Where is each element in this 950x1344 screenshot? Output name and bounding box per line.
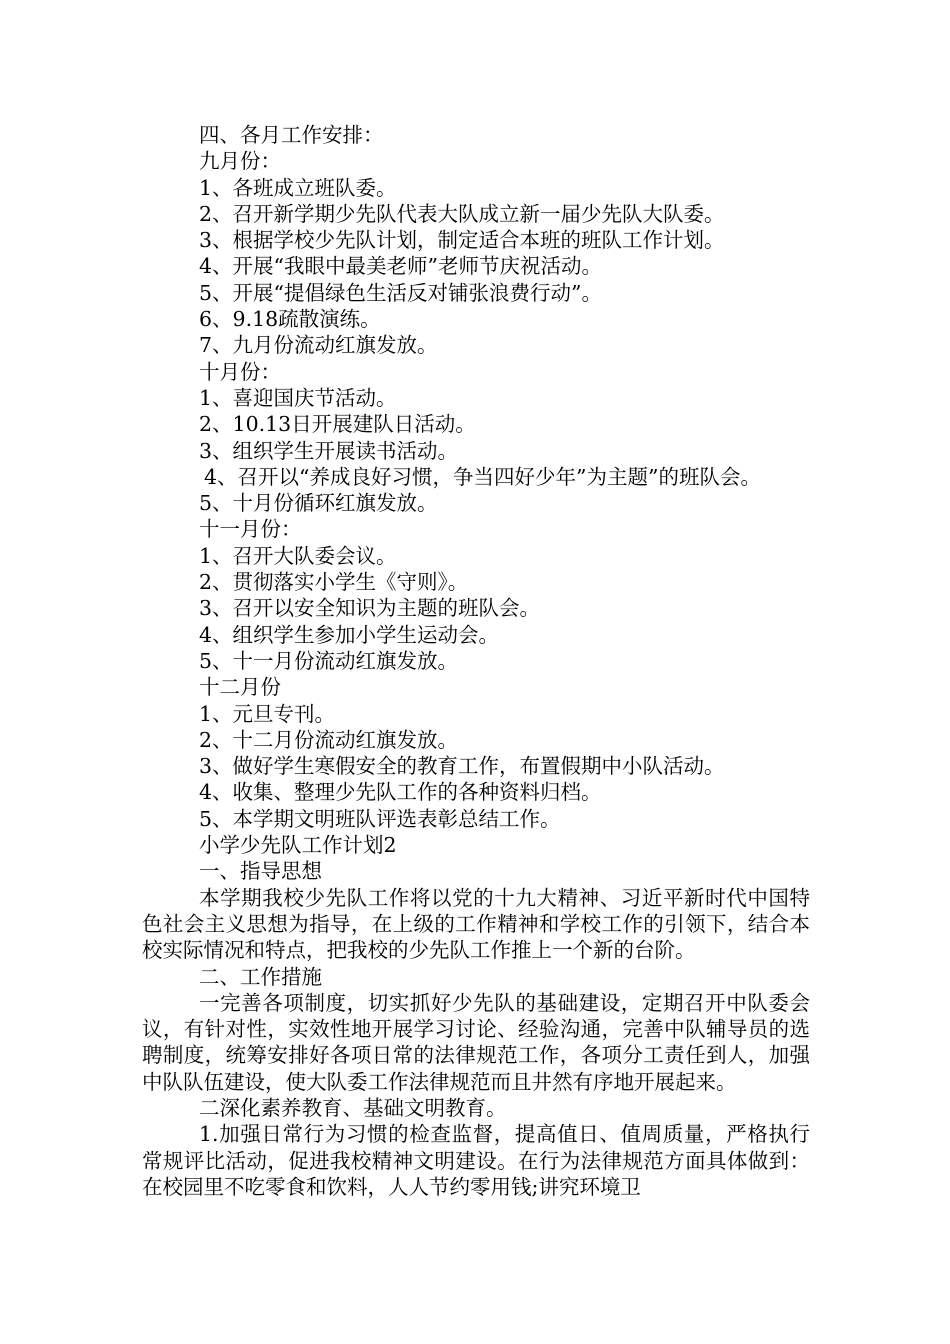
body-paragraph: 1.加强日常行为习惯的检查监督，提高值日、值周质量，严格执行常规评比活动，促进我校精神文明建设。在行为法律规范方面具体做到：在校园里不吃零食和饮料，人人节约零用钱;讲究环境卫 [142,1122,810,1199]
list-item: 5、十月份循环红旗发放。 [199,491,438,516]
list-item: 4、召开以“养成良好习惯，争当四好少年”为主题”的班队会。 [204,464,761,489]
list-item: 3、做好学生寒假安全的教育工作，布置假期中小队活动。 [199,754,725,779]
list-item: 2、召开新学期少先队代表大队成立新一届少先队大队委。 [199,201,725,226]
month-heading: 九月份： [199,149,281,174]
list-item: 3、组织学生开展读书活动。 [199,438,459,463]
body-paragraph: 一完善各项制度，切实抓好少先队的基础建设，定期召开中队委会议，有针对性，实效性地开展学习讨论、经验沟通，完善中队辅导员的选聘制度，统筹安排好各项日常的法律规范工作，各项分工责任到人，加强中队队伍建设，使大队委工作法律规范而且井然有序地开展起来。 [142,990,810,1094]
list-item: 4、组织学生参加小学生运动会。 [199,622,500,647]
list-item: 4、收集、整理少先队工作的各种资料归档。 [199,780,602,805]
list-item: 1、喜迎国庆节活动。 [199,385,397,410]
list-item: 5、开展“提倡绿色生活反对铺张浪费行动”。 [199,280,603,305]
list-item: 1、元旦专刊。 [199,701,336,726]
list-item: 6、9.18疏散演练。 [199,307,381,332]
list-item: 1、召开大队委会议。 [199,543,397,568]
plan-title: 小学少先队工作计划2 [199,833,397,858]
list-item: 5、十一月份流动红旗发放。 [199,648,459,673]
section-heading: 一、指导思想 [199,859,322,884]
list-item: 2、10.13日开展建队日活动。 [199,412,476,437]
month-heading: 十月份： [199,359,281,384]
month-heading: 十一月份： [199,517,302,542]
month-heading: 十二月份 [199,675,281,700]
section-heading: 二、工作措施 [199,964,322,989]
list-item: 7、九月份流动红旗发放。 [199,333,438,358]
list-item: 2、贯彻落实小学生《守则》。 [199,570,469,595]
list-item: 5、本学期文明班队评选表彰总结工作。 [199,806,561,831]
list-item: 3、召开以安全知识为主题的班队会。 [199,596,541,621]
list-item: 2、十二月份流动红旗发放。 [199,727,459,752]
body-paragraph: 本学期我校少先队工作将以党的十九大精神、习近平新时代中国特色社会主义思想为指导，在上级的工作精神和学校工作的引领下，结合本校实际情况和特点，把我校的少先队工作推上一个新的台阶。 [142,885,810,963]
list-item: 4、开展“我眼中最美老师”老师节庆祝活动。 [199,254,603,279]
body-paragraph: 二深化素养教育、基础文明教育。 [199,1095,507,1120]
document-body [142,122,810,1200]
list-item: 3、根据学校少先队计划，制定适合本班的班队工作计划。 [199,228,725,253]
list-item: 1、各班成立班队委。 [199,175,397,200]
section-heading: 四、各月工作安排： [199,123,384,147]
